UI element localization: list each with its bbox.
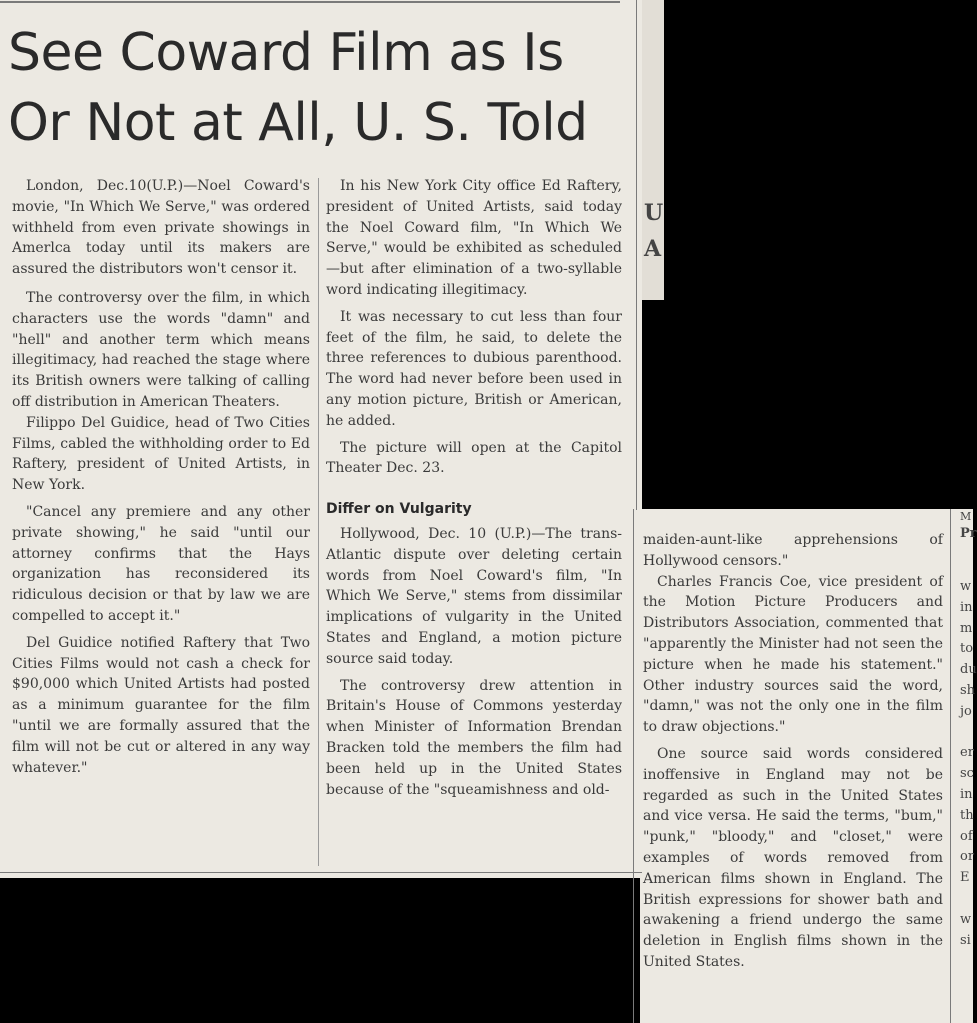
right-column-rule: [950, 509, 951, 1023]
article-column-2: [326, 176, 622, 800]
paragraph: In his New York City office Ed Raftery, president of United Artists, said today the Noel Coward film, "In Which We Serve," would be exhibited as scheduled—but after elimination of a two-syllable word indicating illegitimacy.: [326, 178, 622, 298]
article-column-1: [12, 176, 310, 778]
paragraph: The controversy drew attention in Britain's House of Commons yesterday when Minister of Information Brendan Bracken told the members the film had been held up in the United States because of the "squeamishness and old-: [326, 677, 622, 798]
paragraph: The controversy over the film, in which characters use the words "damn" and "hell" and another term which means illegitimacy, had reached the stage where its British owners were talking of calling off distribution in American Theaters.: [12, 289, 310, 410]
article-column-3: [643, 530, 943, 973]
column-divider: [318, 178, 319, 866]
paragraph: "Cancel any premiere and any other private showing," he said "until our attorney confirms that the Hays organization has reconsidered its ridiculous decision or that by law we are compelled to accept it.": [12, 503, 310, 624]
paragraph: It was necessary to cut less than four feet of the film, he said, to delete the three references to dubious parenthood. The word had never before been used in any motion picture, British or American, he added.: [326, 308, 622, 429]
paragraph: Filippo Del Guidice, head of Two Cities Films, cabled the withholding order to Ed Raftery, president of United Artists, in New York.: [12, 414, 310, 494]
right-text-fragment: w in m to du sh jo er sc in th of or E w si: [960, 579, 977, 948]
headline: See Coward Film as Is Or Not at All, U. S. Told: [8, 23, 588, 153]
paragraph: Charles Francis Coe, vice president of the Motion Picture Producers and Distributors Association, commented that "apparently the Minister had not seen the picture when he made his statement." Other industry sources said the word, "damn," was not the only one in the film to draw objections.": [643, 573, 943, 736]
subhead: Differ on Vulgarity: [326, 501, 472, 518]
paragraph: maiden-aunt-like apprehensions of Hollywood censors.": [643, 532, 943, 569]
paragraph: Hollywood, Dec. 10 (U.P.)—The trans-Atlantic dispute over deleting certain words from Noel Coward's film, "In Which We Serve," stems from dissimilar implications of vulgarity in the United States and England, a motion picture source said today.: [326, 525, 622, 667]
right-header-fragment: M Pr: [960, 510, 977, 541]
paragraph: London, Dec.10(U.P.)—Noel Coward's movie, "In Which We Serve," was ordered withheld from even private showings in Amerlca today until its makers are assured the distributors won't censor it.: [12, 178, 310, 278]
bottom-rule: [0, 872, 642, 873]
edge-rule: [636, 0, 637, 510]
left-column-rule: [633, 509, 634, 1023]
paragraph: One source said words considered inoffensive in England may not be regarded as such in the United States and vice versa. He said the terms, "bum," "punk," "bloody," and "closet," were examples of words removed from American films shown in England. The British expressions for shower bath and awakening a friend undergo the same deletion in English films shown in the United States.: [643, 745, 943, 970]
strip-fragment: U A: [644, 200, 664, 262]
paragraph: The picture will open at the Capitol Theater Dec. 23.: [326, 439, 622, 477]
top-rule: [0, 1, 620, 3]
paragraph: Del Guidice notified Raftery that Two Cities Films would not cash a check for $90,000 which United Artists had posted as a minimum guarantee for the film "until we are formally assured that the film will not be cut or altered in any way whatever.": [12, 634, 310, 776]
